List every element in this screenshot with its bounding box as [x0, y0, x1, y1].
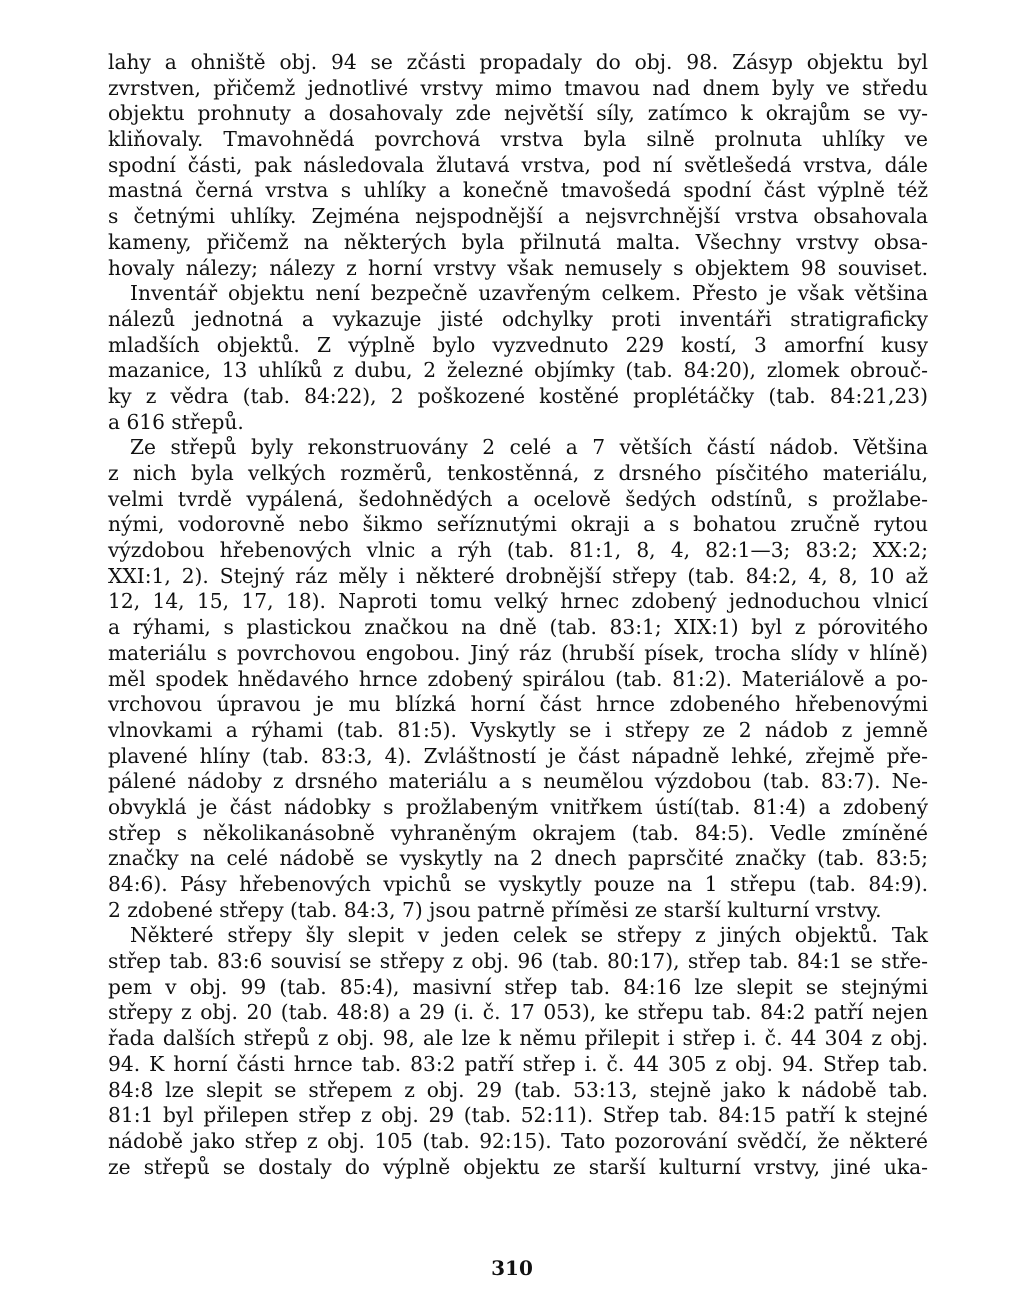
- text-line: střep s několikanásobně vyhraněným okrajem (tab. 84:5). Vedle zmíněné: [108, 820, 928, 845]
- text-line: kameny, přičemž na některých byla přilnutá malta. Všechny vrstvy obsa-: [108, 229, 928, 254]
- text-line: mladších objektů. Z výplně bylo vyzvednuto 229 kostí, 3 amorfní kusy: [108, 332, 928, 357]
- text-line: pem v obj. 99 (tab. 85:4), masivní střep tab. 84:16 lze slepit se stejnými: [108, 974, 928, 999]
- text-line: Inventář objektu není bezpečně uzavřeným celkem. Přesto je však většina: [130, 281, 928, 306]
- text-line: objektu prohnuty a dosahovaly zde největší síly, zatímco k okrajům se vy-: [108, 101, 928, 126]
- text-line: z nich byla velkých rozměrů, tenkostěnná, z drsného písčitého materiálu,: [108, 461, 928, 485]
- text-line: 81:1 byl přilepen střep z obj. 29 (tab. 52:11). Střep tab. 84:15 patří k stejné: [108, 1103, 928, 1128]
- text-line: 84:6). Pásy hřebenových vpichů se vyskytly pouze na 1 střepu (tab. 84:9).: [108, 872, 928, 896]
- text-line: zvrstven, přičemž jednotlivé vrstvy mimo tmavou nad dnem byly ve středu: [108, 75, 928, 100]
- text-line: s četnými uhlíky. Zejména nejspodnější a nejsvrchnější vrstva obsahovala: [108, 204, 928, 229]
- text-line: velmi tvrdě vypálená, šedohnědých a ocelově šedých odstínů, s prožlabe-: [108, 486, 928, 511]
- text-line: mastná černá vrstva s uhlíky a konečně tmavošedá spodní část výplně též: [108, 178, 928, 203]
- text-line: a rýhami, s plastickou značkou na dně (tab. 83:1; XIX:1) byl z pórovitého: [108, 615, 928, 640]
- paragraph: [108, 50, 928, 281]
- text-line: vlnovkami a rýhami (tab. 81:5). Vyskytly se i střepy ze 2 nádob z jemně: [108, 717, 928, 742]
- text-line: 84:8 lze slepit se střepem z obj. 29 (tab. 53:13, stejně jako k nádobě tab.: [108, 1077, 928, 1102]
- text-line: Některé střepy šly slepit v jeden celek se střepy z jiných objektů. Tak: [130, 923, 928, 948]
- text-line: Ze střepů byly rekonstruovány 2 celé a 7 větších částí nádob. Většina: [130, 435, 928, 460]
- text-line: nádobě jako střep z obj. 105 (tab. 92:15). Tato pozorování svědčí, že některé: [108, 1128, 928, 1153]
- document-body: [108, 50, 928, 1180]
- text-line: 12, 14, 15, 17, 18). Naproti tomu velký hrnec zdobený jednoduchou vlnicí: [108, 589, 928, 614]
- text-line: ky z vědra (tab. 84:22), 2 poškozené kostěné proplétáčky (tab. 84:21,23): [108, 383, 928, 408]
- text-line: 2 zdobené střepy (tab. 84:3, 7) jsou patrně příměsi ze starší kulturní vrstvy.: [108, 897, 882, 922]
- text-line: mazanice, 13 uhlíků z dubu, 2 železné objímky (tab. 84:20), zlomek obrouč-: [108, 358, 928, 383]
- text-line: a 616 střepů.: [108, 409, 244, 434]
- text-line: obvyklá je část nádobky s prožlabeným vnitřkem ústí(tab. 81:4) a zdobený: [108, 794, 928, 819]
- text-line: plavené hlíny (tab. 83:3, 4). Zvláštností je část nápadně lehké, zřejmě pře-: [108, 743, 928, 768]
- text-line: 94. K horní části hrnce tab. 83:2 patří střep i. č. 44 305 z obj. 94. Střep tab.: [108, 1051, 928, 1076]
- text-line: XXI:1, 2). Stejný ráz měly i některé drobnější střepy (tab. 84:2, 4, 8, 10 až: [108, 563, 928, 588]
- paragraph: [108, 281, 928, 435]
- text-line: střep tab. 83:6 souvisí se střepy z obj. 96 (tab. 80:17), střep tab. 84:1 se stře-: [108, 949, 928, 974]
- text-line: kliňovaly. Tmavohnědá povrchová vrstva byla silně prolnuta uhlíky ve: [108, 127, 928, 152]
- text-line: pálené nádoby z drsného materiálu a s neumělou výzdobou (tab. 83:7). Ne-: [108, 769, 928, 794]
- text-line: měl spodek hnědavého hrnce zdobený spirálou (tab. 81:2). Materiálově a po-: [108, 666, 928, 691]
- page-number: 310: [491, 1256, 533, 1280]
- text-line: střepy z obj. 20 (tab. 48:8) a 29 (i. č. 17 053), ke střepu tab. 84:2 patří nejen: [108, 1000, 928, 1025]
- text-line: nálezů jednotná a vykazuje jisté odchylky proti inventáři stratigraficky: [108, 306, 928, 331]
- paragraph: [108, 435, 928, 923]
- text-line: vrchovou úpravou je mu blízká horní část hrnce zdobeného hřebenovými: [108, 692, 928, 717]
- text-line: hovaly nálezy; nálezy z horní vrstvy však nemusely s objektem 98 souviset.: [108, 255, 928, 280]
- text-line: nými, vodorovně nebo šikmo seříznutými okraji a s bohatou zručně rytou: [108, 512, 928, 537]
- text-line: ze střepů se dostaly do výplně objektu ze starší kulturní vrstvy, jiné uka-: [108, 1154, 928, 1179]
- text-line: spodní části, pak následovala žlutavá vrstva, pod ní světlešedá vrstva, dále: [108, 152, 928, 177]
- text-line: lahy a ohniště obj. 94 se zčásti propadaly do obj. 98. Zásyp objektu byl: [108, 50, 928, 74]
- text-line: výzdobou hřebenových vlnic a rýh (tab. 81:1, 8, 4, 82:1—3; 83:2; XX:2;: [108, 538, 928, 563]
- text-line: značky na celé nádobě se vyskytly na 2 dnech paprsčité značky (tab. 83:5;: [108, 846, 928, 871]
- text-line: řada dalších střepů z obj. 98, ale lze k němu přilepit i střep i. č. 44 304 z obj.: [108, 1026, 928, 1051]
- text-line: materiálu s povrchovou engobou. Jiný ráz (hrubší písek, trocha slídy v hlíně): [108, 640, 928, 665]
- paragraph: [108, 923, 928, 1180]
